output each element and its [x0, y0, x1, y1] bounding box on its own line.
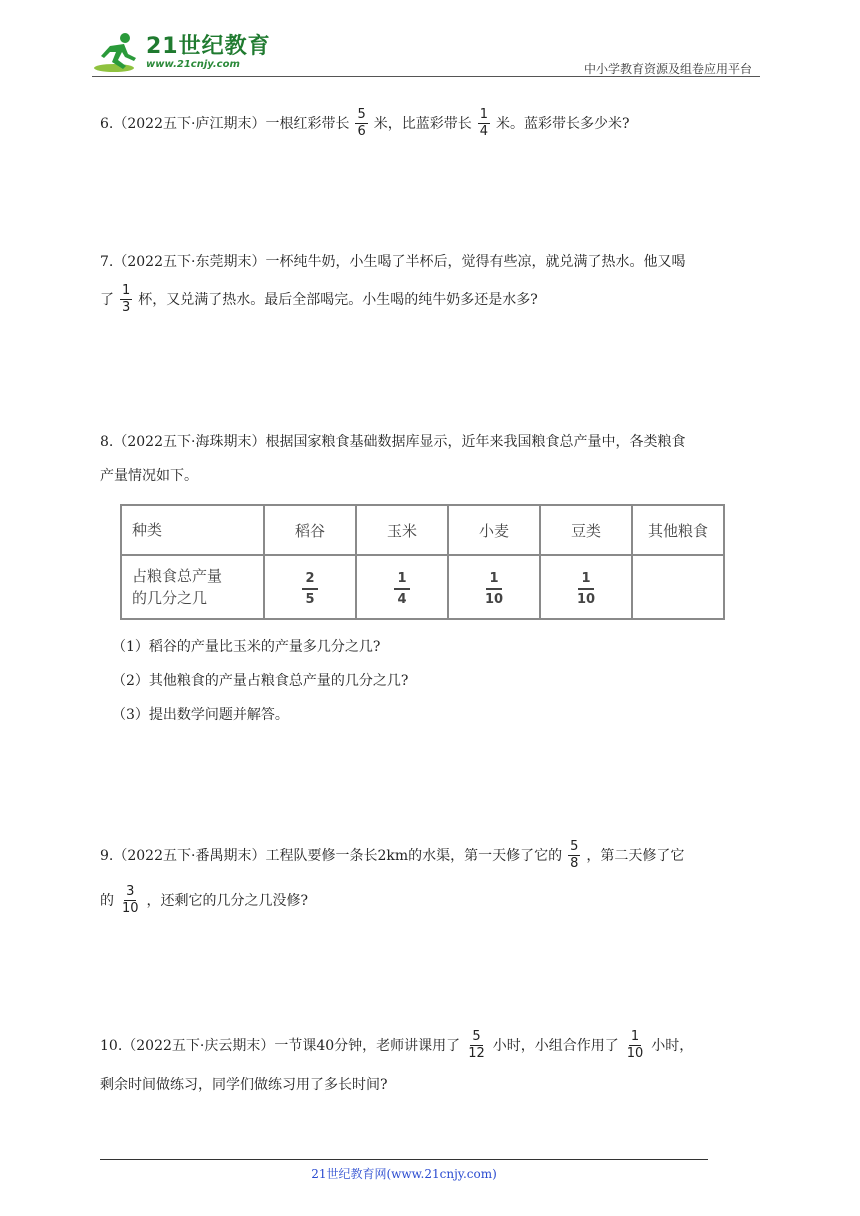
denominator: 3 — [122, 300, 131, 315]
question-source: （2022五下·庆云期末） — [122, 1037, 275, 1054]
question-text: 的 — [100, 892, 114, 909]
question-number: 8. — [100, 434, 114, 450]
numerator: 1 — [486, 571, 501, 590]
table-row — [121, 555, 724, 619]
fraction — [478, 108, 490, 139]
denominator: 10 — [122, 901, 139, 916]
table-cell-empty — [632, 555, 724, 619]
question-source: （2022五下·番禺期末） — [113, 847, 266, 864]
denominator: 12 — [468, 1046, 485, 1061]
fraction — [302, 571, 317, 607]
header-divider — [92, 76, 760, 77]
sub-question-1: （1）稻谷的产量比玉米的产量多几分之几? — [112, 639, 381, 655]
denominator: 8 — [570, 856, 579, 871]
question-source: （2022五下·东莞期末） — [113, 254, 266, 270]
question-7 — [100, 252, 760, 315]
numerator: 1 — [394, 571, 409, 590]
question-text: 一根红彩带长 — [265, 115, 350, 132]
table-cell — [448, 555, 540, 619]
question-10 — [100, 1030, 760, 1095]
question-source: （2022五下·海珠期末） — [113, 434, 266, 450]
question-text: 杯，又兑满了热水。最后全部喝完。小生喝的纯牛奶多还是水多? — [138, 291, 538, 308]
row-label-line: 占粮食总产量 — [132, 567, 223, 585]
fraction — [568, 840, 580, 871]
question-9 — [100, 840, 760, 916]
question-text: 产量情况如下。 — [100, 468, 198, 484]
fraction — [482, 571, 506, 607]
question-text: 小时，小组合作用了 — [492, 1037, 619, 1054]
fraction — [625, 1030, 646, 1061]
fraction — [355, 108, 367, 139]
question-number: 10. — [100, 1037, 123, 1054]
runner-logo-icon — [92, 30, 142, 76]
footer-link[interactable]: 21世纪教育网(www.21cnjy.com) — [311, 1167, 497, 1181]
logo-url: www.21cnjy.com — [146, 59, 240, 70]
question-text: 一节课40分钟，老师讲课用了 — [274, 1037, 461, 1054]
table-header-cell: 种类 — [121, 505, 264, 555]
question-text: ，第二天修了它 — [586, 847, 685, 864]
question-number: 6. — [100, 115, 114, 132]
question-source: （2022五下·庐江期末） — [113, 115, 266, 132]
numerator: 2 — [302, 571, 317, 590]
denominator: 10 — [576, 591, 596, 607]
question-number: 7. — [100, 254, 114, 270]
numerator: 1 — [630, 1029, 640, 1044]
fraction — [466, 1030, 487, 1061]
denominator: 4 — [397, 591, 407, 607]
numerator: 1 — [122, 283, 131, 298]
table-header-cell: 小麦 — [448, 505, 540, 555]
question-number: 9. — [100, 847, 114, 864]
question-text: ，还剩它的几分之几没修? — [146, 892, 309, 909]
question-text: 工程队要修一条长2km的水渠，第一天修了它的 — [265, 847, 563, 864]
denominator: 4 — [479, 124, 489, 139]
grain-table — [120, 504, 725, 620]
page-header — [92, 30, 760, 78]
table-cell — [356, 555, 448, 619]
numerator: 1 — [479, 107, 489, 122]
sub-question-2: （2）其他粮食的产量占粮食总产量的几分之几? — [112, 673, 409, 689]
logo-title: 21世纪教育 — [146, 34, 271, 59]
fraction — [394, 571, 409, 607]
denominator: 6 — [357, 124, 366, 139]
numerator: 5 — [357, 107, 366, 122]
platform-title: 中小学教育资源及组卷应用平台 — [583, 62, 752, 76]
row-label-line: 的几分之几 — [132, 589, 208, 607]
table-cell — [264, 555, 356, 619]
brand-logo — [92, 30, 271, 76]
fraction — [120, 885, 141, 916]
denominator: 10 — [484, 591, 504, 607]
table-header-row — [121, 505, 724, 555]
question-text: 剩余时间做练习，同学们做练习用了多长时间? — [100, 1077, 388, 1093]
fraction — [120, 284, 132, 315]
question-8 — [100, 432, 760, 486]
question-text: 一杯纯牛奶，小生喝了半杯后，觉得有些凉，就兑满了热水。他又喝 — [265, 254, 686, 270]
numerator: 5 — [472, 1029, 481, 1044]
numerator: 3 — [126, 884, 135, 899]
question-text: 米，比蓝彩带长 — [373, 115, 472, 132]
question-text: 根据国家粮食基础数据库显示，近年来我国粮食总产量中，各类粮食 — [265, 434, 686, 450]
table-header-cell: 玉米 — [356, 505, 448, 555]
sub-question-3: （3）提出数学问题并解答。 — [112, 707, 289, 723]
fraction — [574, 571, 598, 607]
table-header-cell: 其他粮食 — [632, 505, 724, 555]
denominator: 5 — [305, 591, 315, 607]
question-text: 了 — [100, 291, 114, 308]
numerator: 1 — [578, 571, 593, 590]
table-header-cell: 稻谷 — [264, 505, 356, 555]
table-cell — [540, 555, 632, 619]
footer-divider — [100, 1159, 708, 1160]
table-header-cell: 豆类 — [540, 505, 632, 555]
numerator: 5 — [570, 839, 579, 854]
denominator: 10 — [626, 1046, 644, 1061]
question-6 — [100, 108, 760, 139]
question-text: 米。蓝彩带长多少米? — [496, 115, 630, 132]
question-text: 小时， — [651, 1037, 694, 1054]
table-row-label — [121, 555, 264, 619]
